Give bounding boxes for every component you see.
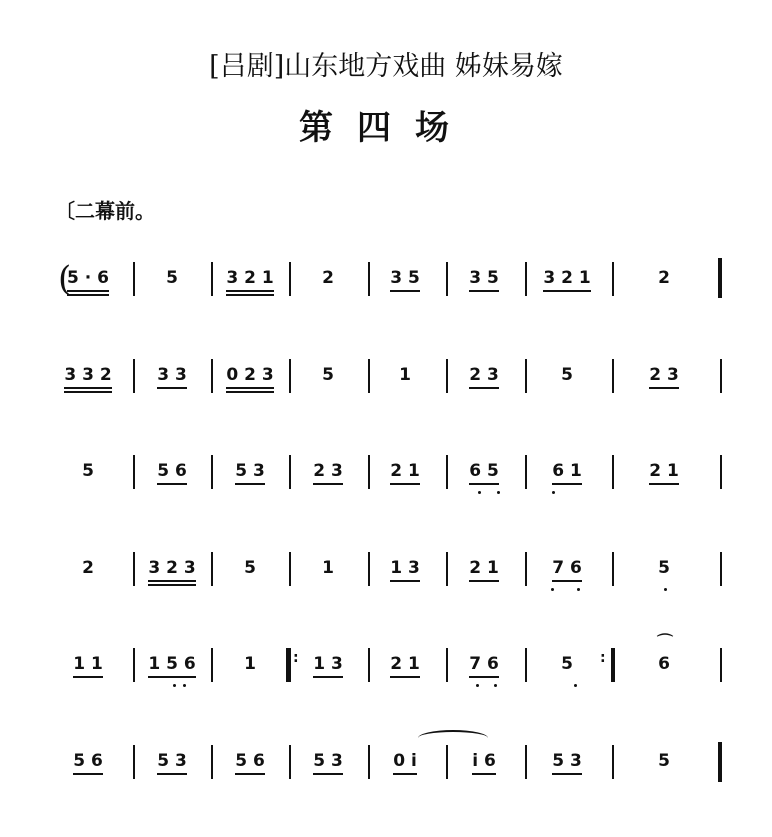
beat-underline (552, 483, 582, 485)
barline (211, 745, 213, 779)
barline (368, 745, 370, 779)
measure: 2 1 (469, 558, 499, 578)
beat-underline (313, 676, 343, 678)
barline (368, 648, 370, 682)
beat-underline (148, 580, 195, 582)
barline (289, 262, 291, 296)
measure: 5 6 (73, 751, 103, 771)
barline (211, 552, 213, 586)
beat-underline (157, 483, 187, 485)
barline (446, 745, 448, 779)
octave-dot (478, 491, 481, 494)
beat-underline (469, 290, 499, 292)
beat-underline (226, 294, 273, 296)
beat-underline (226, 387, 273, 389)
beat-underline (393, 773, 417, 775)
measure: 5 3 (313, 751, 343, 771)
measure: 5 3 (157, 751, 187, 771)
measure: 2 1 (390, 461, 420, 481)
measure: 3 5 (469, 268, 499, 288)
beat-underline (390, 290, 420, 292)
barline (525, 455, 527, 489)
barline (525, 552, 527, 586)
measure: 5 3 (235, 461, 265, 481)
barline (368, 455, 370, 489)
measure: 5 (561, 654, 573, 674)
octave-dot (577, 588, 580, 591)
barline (133, 359, 135, 393)
barline (612, 552, 614, 586)
barline (133, 262, 135, 296)
measure: 6 5 (469, 461, 499, 481)
beat-underline (390, 676, 420, 678)
measure: 2 3 (649, 365, 679, 385)
barline (368, 262, 370, 296)
beat-underline (469, 387, 499, 389)
beat-underline (469, 676, 499, 678)
barline (133, 455, 135, 489)
measure: 5 (244, 558, 256, 578)
beat-underline (469, 580, 499, 582)
beat-underline (235, 483, 265, 485)
barline (525, 745, 527, 779)
barline (289, 552, 291, 586)
octave-dot (574, 684, 577, 687)
barline (612, 455, 614, 489)
octave-dot (497, 491, 500, 494)
barline (211, 648, 213, 682)
barline (368, 552, 370, 586)
fermata-icon: ⌒ (657, 632, 674, 651)
measure: 1 (244, 654, 256, 674)
measure: 3 3 (157, 365, 187, 385)
barline (289, 745, 291, 779)
barline (133, 648, 135, 682)
barline (525, 262, 527, 296)
measure: 2 (322, 268, 334, 288)
barline (525, 359, 527, 393)
measure: 2 1 (649, 461, 679, 481)
barline (720, 455, 722, 489)
beat-underline (73, 773, 103, 775)
beat-underline (226, 391, 273, 393)
barline (289, 359, 291, 393)
barline (289, 455, 291, 489)
barline (368, 359, 370, 393)
beat-underline (148, 676, 195, 678)
repeat-dots: : (293, 650, 299, 666)
barline (612, 262, 614, 296)
barline (612, 745, 614, 779)
beat-underline (73, 676, 103, 678)
barline (211, 262, 213, 296)
beat-underline (157, 387, 187, 389)
barline (720, 359, 722, 393)
beat-underline (649, 483, 679, 485)
beat-underline (552, 773, 582, 775)
final-barline (718, 742, 722, 782)
measure: 2 1 (390, 654, 420, 674)
repeat-dots: : (600, 650, 606, 666)
measure: 1 1 (73, 654, 103, 674)
octave-dot (476, 684, 479, 687)
measure: 0 i (393, 751, 417, 771)
final-barline (718, 258, 722, 298)
measure: 1 3 (313, 654, 343, 674)
barline (211, 359, 213, 393)
measure: 6 (658, 654, 670, 674)
beat-underline (543, 290, 590, 292)
octave-dot (173, 684, 176, 687)
measure: 5 3 (552, 751, 582, 771)
measure: 5 (658, 558, 670, 578)
measure: 5 (82, 461, 94, 481)
beat-underline (226, 290, 273, 292)
beat-underline (472, 773, 496, 775)
scene-title: 第四场 (299, 108, 473, 148)
measure: 5 6 (235, 751, 265, 771)
measure: 3 5 (390, 268, 420, 288)
measure: 2 (82, 558, 94, 578)
measure: 1 3 (390, 558, 420, 578)
beat-underline (313, 483, 343, 485)
measure: 5 (322, 365, 334, 385)
barline (446, 262, 448, 296)
barline (446, 455, 448, 489)
piece-title: [吕剧]山东地方戏曲 姊妹易嫁 (209, 51, 563, 82)
beat-underline (64, 387, 111, 389)
measure: 1 (322, 558, 334, 578)
measure: 3 3 2 (64, 365, 112, 385)
measure: 2 (658, 268, 670, 288)
tie-arc (418, 730, 488, 746)
measure: 3 2 3 (148, 558, 196, 578)
measure: 1 (399, 365, 411, 385)
repeat-end-barline (611, 648, 615, 682)
measure: 3 2 1 (226, 268, 274, 288)
measure: 5 (561, 365, 573, 385)
measure: i 6 (472, 751, 496, 771)
beat-underline (649, 387, 679, 389)
octave-dot (494, 684, 497, 687)
barline (133, 552, 135, 586)
measure: 5 (658, 751, 670, 771)
beat-underline (552, 580, 582, 582)
measure: 6 1 (552, 461, 582, 481)
beat-underline (390, 580, 420, 582)
octave-dot (664, 588, 667, 591)
measure: 7 6 (552, 558, 582, 578)
beat-underline (469, 483, 499, 485)
octave-dot (551, 588, 554, 591)
beat-underline (235, 773, 265, 775)
repeat-start-barline (286, 648, 290, 682)
barline (446, 648, 448, 682)
beat-underline (67, 290, 109, 292)
measure: 7 6 (469, 654, 499, 674)
stage-direction: 〔二幕前。 (55, 199, 155, 223)
beat-underline (313, 773, 343, 775)
barline (525, 648, 527, 682)
barline (446, 359, 448, 393)
beat-underline (157, 773, 187, 775)
measure: 1 5 6 (148, 654, 196, 674)
beat-underline (148, 584, 195, 586)
measure: 5 · 6 (67, 268, 109, 288)
measure: 0 2 3 (226, 365, 274, 385)
barline (211, 455, 213, 489)
beat-underline (64, 391, 111, 393)
opening-paren: ( (58, 259, 72, 299)
octave-dot (183, 684, 186, 687)
octave-dot (552, 491, 555, 494)
measure: 2 3 (469, 365, 499, 385)
measure: 3 2 1 (543, 268, 591, 288)
barline (720, 648, 722, 682)
barline (133, 745, 135, 779)
measure: 2 3 (313, 461, 343, 481)
barline (720, 552, 722, 586)
barline (446, 552, 448, 586)
measure: 5 6 (157, 461, 187, 481)
beat-underline (390, 483, 420, 485)
measure: 5 (166, 268, 178, 288)
beat-underline (67, 294, 109, 296)
barline (612, 359, 614, 393)
